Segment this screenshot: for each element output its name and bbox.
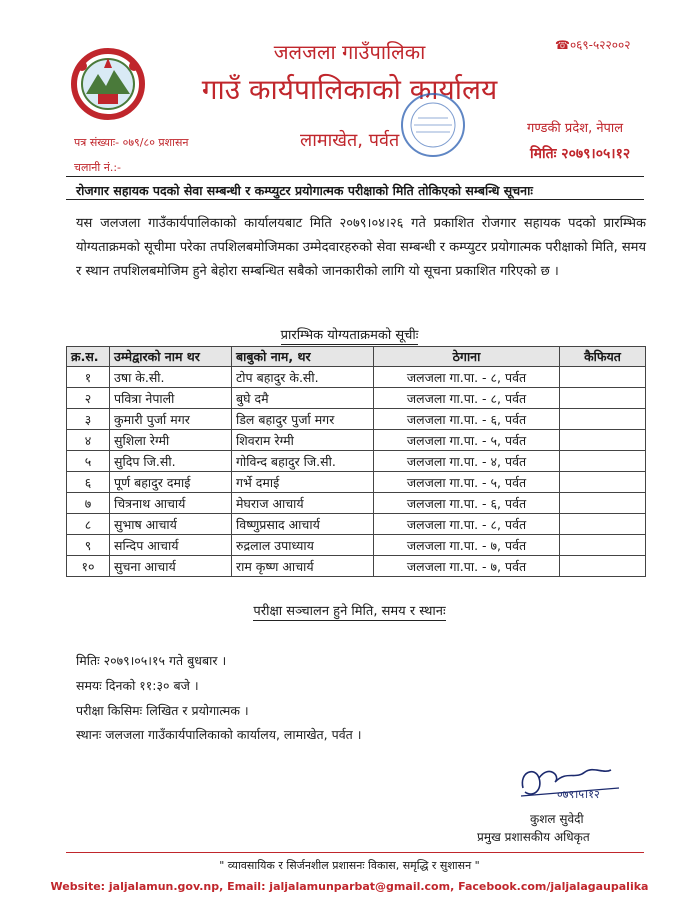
letter-date: मितिः २०७९।०५।१२ — [530, 146, 631, 162]
table-row: ४ सुशिला रेग्मी शिवराम रेग्मी जलजला गा.पा. - ५, पर्वत — [67, 430, 646, 451]
reference-number: पत्र संख्याः- ०७९/८० प्रशासन — [74, 136, 189, 149]
col-father-name: बाबुको नाम, थर — [232, 347, 374, 367]
table-caption: प्रारम्भिक योग्यताक्रमको सूचीः — [280, 328, 419, 343]
col-address: ठेगाना — [374, 347, 560, 367]
notice-body: यस जलजला गाउँकार्यपालिकाको कार्यालयबाट मिति २०७९।०४।२६ गते प्रकाशित रोजगार सहायक पदको प्रारम्भिक योग्यताक्रमको सूचीमा परेका तपशिलबमोजिमका उम्मेदवारहरुको सेवा सम्बन्धी र कम्प्युटर प्रयोगात्मक परीक्षाको मिति, समय र स्थान तपशिलबमोजिम हुने बेहोरा सम्बन्धित सबैको जानकारीको लागि यो सूचना प्रकाशित गरिएको छ । — [76, 216, 646, 279]
table-row: ८ सुभाष आचार्य विष्णुप्रसाद आचार्य जलजला गा.पा. - ८, पर्वत — [67, 514, 646, 535]
exam-time: समयः दिनको ११:३० बजे । — [76, 678, 199, 693]
municipality-name: जलजला गाउँपालिका — [273, 40, 426, 64]
signature-date: ०७९।५।१२ — [557, 788, 600, 801]
table-row: ३ कुमारी पुर्जा मगर डिल बहादुर पुर्जा मगर जलजला गा.पा. - ६, पर्वत — [67, 409, 646, 430]
notice-subject: रोजगार सहायक पदको सेवा सम्बन्धी र कम्प्युटर प्रयोगात्मक परीक्षाको मिति तोकिएको सम्बन्धि सूचनाः — [76, 183, 533, 198]
footer-contact: Website: jaljalamun.gov.np, Email: jaljalamunparbat@gmail.com, Facebook.com/jaljalagaupalika — [50, 880, 649, 893]
exam-type: परीक्षा किसिमः लिखित र प्रयोगात्मक । — [76, 703, 249, 718]
table-row: १० सुचना आचार्य राम कृष्ण आचार्य जलजला गा.पा. - ७, पर्वत — [67, 556, 646, 577]
dispatch-number: चलानी नं.:- — [74, 161, 122, 174]
phone-number: ☎०६९-५२२००२ — [555, 38, 631, 52]
header-rule — [66, 176, 644, 177]
office-name: गाउँ कार्यपालिकाको कार्यालय — [201, 73, 498, 106]
footer-motto: " व्यावसायिक र सिर्जनशील प्रशासनः विकास, समृद्धि र सुशासन " — [219, 859, 480, 872]
col-candidate-name: उम्मेद्वारको नाम थर — [110, 347, 232, 367]
province: गण्डकी प्रदेश, नेपाल — [527, 121, 624, 136]
footer-rule — [66, 852, 644, 853]
signatory-post: प्रमुख प्रशासकीय अधिकृत — [477, 830, 590, 844]
table-row: १ उषा के.सी. टोप बहादुर के.सी. जलजला गा.पा. - ८, पर्वत — [67, 367, 646, 388]
table-row: २ पवित्रा नेपाली बुघे दमै जलजला गा.पा. - ८, पर्वत — [67, 388, 646, 409]
office-stamp — [400, 92, 466, 158]
office-location: लामाखेत, पर्वत — [300, 130, 400, 151]
exam-venue: स्थानः जलजला गाउँकार्यपालिकाको कार्यालय, लामाखेत, पर्वत । — [76, 727, 362, 742]
signature — [515, 758, 625, 802]
col-remarks: कैफियत — [560, 347, 646, 367]
exam-date: मितिः २०७९।०५।१५ गते बुधबार । — [76, 653, 227, 668]
table-row: ७ चित्रनाथ आचार्य मेघराज आचार्य जलजला गा.पा. - ६, पर्वत — [67, 493, 646, 514]
table-row: ५ सुदिप जि.सी. गोविन्द बहादुर जि.सी. जलजला गा.पा. - ४, पर्वत — [67, 451, 646, 472]
signatory-name: कुशल सुवेदी — [530, 812, 584, 826]
table-row: ६ पूर्ण बहादुर दमाई गर्भे दमाई जलजला गा.पा. - ५, पर्वत — [67, 472, 646, 493]
exam-heading: परीक्षा सञ्चालन हुने मिति, समय र स्थानः — [253, 604, 446, 619]
subject-rule — [66, 199, 644, 200]
candidate-table — [66, 346, 646, 577]
col-serial: क्र.स. — [67, 347, 110, 367]
table-row: ९ सन्दिप आचार्य रुद्रलाल उपाध्याय जलजला गा.पा. - ७, पर्वत — [67, 535, 646, 556]
